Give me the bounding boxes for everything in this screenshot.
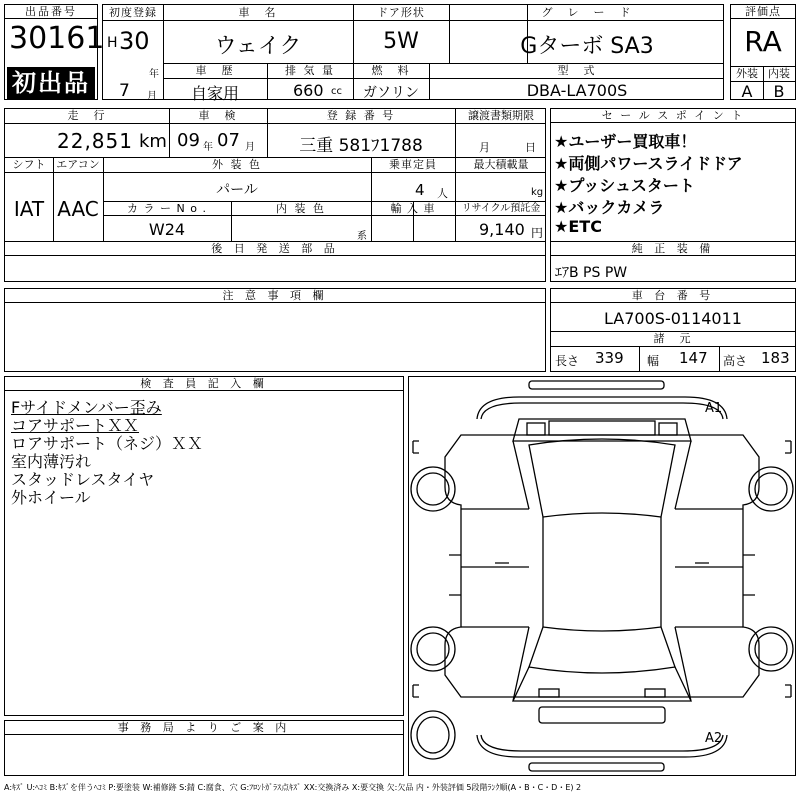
year: 30 bbox=[119, 27, 150, 55]
inspection-label: 車 検 bbox=[198, 109, 238, 122]
width: 147 bbox=[679, 349, 708, 367]
inspection-month: 07 bbox=[217, 130, 240, 151]
history: 自家用 bbox=[190, 84, 239, 103]
mileage-unit: km bbox=[139, 131, 167, 152]
inspection-year-unit: 年 bbox=[203, 142, 213, 153]
score-box bbox=[730, 4, 796, 100]
lot-number-box bbox=[4, 4, 105, 100]
sales-label: セ ー ル ス ポ イ ン ト bbox=[551, 109, 795, 123]
inspector-line-5: スタッドレスタイヤ bbox=[11, 470, 155, 489]
length-label: 長さ bbox=[555, 354, 580, 368]
height-label: 高さ bbox=[723, 354, 748, 368]
color-no-label: カ ラ ー N o . bbox=[127, 202, 207, 215]
plate: 三重 581ﾌ1788 bbox=[299, 136, 423, 156]
mileage-label: 走 行 bbox=[67, 109, 107, 122]
inspector-box bbox=[4, 376, 404, 716]
load-label: 最大積載量 bbox=[473, 158, 529, 171]
grade-label: グ レ ー ド bbox=[541, 6, 633, 19]
transfer-month-unit: 月 bbox=[479, 141, 490, 154]
plate-label: 登 録 番 号 bbox=[326, 109, 396, 122]
office-label: 事 務 局 よ り ご 案 内 bbox=[5, 721, 403, 735]
inspector-line-3: ロアサポート（ネジ）ＸＸ bbox=[11, 434, 204, 453]
recycle: 9,140 bbox=[479, 220, 525, 239]
interior-color-unit: 系 bbox=[357, 231, 367, 242]
transfer-label: 譲渡書類期限 bbox=[468, 109, 534, 122]
recycle-unit: 円 bbox=[531, 226, 544, 240]
fuel: ガソリン bbox=[363, 85, 419, 101]
equipment-box bbox=[550, 242, 796, 282]
ac: AAC bbox=[57, 197, 99, 221]
month: 7 bbox=[119, 81, 130, 101]
inspector-line-1: Fサイドメンバー歪み bbox=[11, 398, 162, 417]
mileage: 22,851 bbox=[57, 129, 133, 153]
sales-point-3: ★プッシュスタート bbox=[554, 176, 695, 195]
chassis-box bbox=[550, 288, 796, 372]
displacement-label: 排 気 量 bbox=[285, 64, 335, 77]
interior-grade: B bbox=[773, 82, 785, 101]
lot-label: 出品番号 bbox=[5, 5, 97, 19]
sales-point-1: ★ユーザー買取車！ bbox=[554, 132, 697, 151]
recycle-label: リサイクル預託金 bbox=[461, 203, 541, 214]
door-type: 5W bbox=[383, 29, 419, 54]
score-label: 評価点 bbox=[731, 5, 795, 19]
import-label: 輸 入 車 bbox=[390, 202, 436, 215]
month-unit: 月 bbox=[147, 91, 157, 102]
later-parts-label: 後 日 発 送 部 品 bbox=[5, 242, 545, 256]
inspection-month-unit: 月 bbox=[245, 142, 255, 153]
exterior-label: 外装 bbox=[736, 67, 758, 80]
later-parts-box bbox=[4, 242, 546, 282]
car-diagram-box bbox=[408, 376, 796, 776]
interior-label: 内装 bbox=[768, 67, 790, 80]
mark-a1: A1 bbox=[705, 401, 723, 416]
shift: IAT bbox=[13, 197, 45, 221]
door-label: ドア形状 bbox=[377, 6, 425, 19]
width-label: 幅 bbox=[647, 354, 660, 368]
inspection-year: 09 bbox=[177, 130, 200, 151]
car-diagram bbox=[409, 377, 795, 775]
color-label: 外 装 色 bbox=[212, 158, 262, 171]
color-no: W24 bbox=[148, 220, 186, 239]
history-label: 車 歴 bbox=[195, 64, 235, 77]
sales-points-box bbox=[550, 108, 796, 242]
notes-box bbox=[4, 288, 546, 372]
era: H bbox=[107, 35, 118, 51]
model-label: 型 式 bbox=[557, 64, 597, 77]
year-unit: 年 bbox=[149, 69, 159, 80]
exterior-grade: A bbox=[741, 82, 753, 101]
inspector-line-4: 室内薄汚れ bbox=[11, 452, 92, 471]
legend: A:ｷｽﾞ U:ﾍｺﾐ B:ｷｽﾞを伴うﾍｺﾐ P:要塗装 W:補修跡 S:錆 C:腐食、穴 G:ﾌﾛﾝﾄｶﾞﾗｽ点ｷｽﾞ XX:交換済み X:要交換 欠:欠品 内・外装評価 5段階ﾗﾝｸ順(A・B・C・D・E) 2 bbox=[4, 783, 582, 792]
mark-a2: A2 bbox=[705, 731, 723, 746]
car-name: ウェイク bbox=[214, 34, 302, 59]
details-box bbox=[4, 108, 546, 242]
length: 339 bbox=[595, 349, 624, 367]
dims-label: 諸 元 bbox=[653, 332, 693, 345]
load-unit: kg bbox=[531, 187, 544, 198]
reg-label: 初度登録 bbox=[109, 6, 157, 19]
inspector-line-2: コアサポートＸＸ bbox=[11, 416, 140, 435]
chassis-label: 車 台 番 号 bbox=[551, 289, 795, 303]
sales-point-2: ★両側パワースライドドア bbox=[554, 154, 743, 173]
inspector-line-6: 外ホイール bbox=[11, 488, 91, 507]
displacement: 660 bbox=[293, 81, 324, 100]
first-time-badge: 初出品 bbox=[7, 67, 95, 99]
fuel-label: 燃 料 bbox=[371, 64, 411, 77]
transfer-day-unit: 日 bbox=[525, 141, 536, 154]
office-box bbox=[4, 720, 404, 776]
chassis: LA700S-0114011 bbox=[604, 309, 742, 328]
capacity: 4 bbox=[415, 181, 425, 199]
score: RA bbox=[744, 25, 782, 58]
model: DBA-LA700S bbox=[526, 81, 628, 100]
capacity-unit: 人 bbox=[437, 187, 448, 200]
grade: Gターボ SA3 bbox=[520, 34, 654, 59]
capacity-label: 乗車定員 bbox=[389, 158, 437, 171]
displacement-unit: cc bbox=[331, 86, 342, 97]
height: 183 bbox=[761, 349, 790, 367]
inspector-label: 検 査 員 記 入 欄 bbox=[5, 377, 403, 391]
notes-label: 注 意 事 項 欄 bbox=[5, 289, 545, 303]
car-name-label: 車 名 bbox=[238, 6, 278, 19]
shift-label: シフト bbox=[12, 158, 46, 171]
lot-number: 30161 bbox=[9, 21, 105, 56]
vehicle-header-box bbox=[102, 4, 724, 103]
sales-point-5: ★ETC bbox=[554, 217, 602, 236]
equipment-label: 純 正 装 備 bbox=[551, 242, 795, 256]
ac-label: エアコン bbox=[56, 158, 100, 171]
sales-point-4: ★バックカメラ bbox=[554, 198, 665, 217]
interior-color-label: 内 装 色 bbox=[276, 202, 326, 215]
color: パール bbox=[216, 182, 258, 198]
equipment: ｴｱB PS PW bbox=[555, 265, 628, 281]
